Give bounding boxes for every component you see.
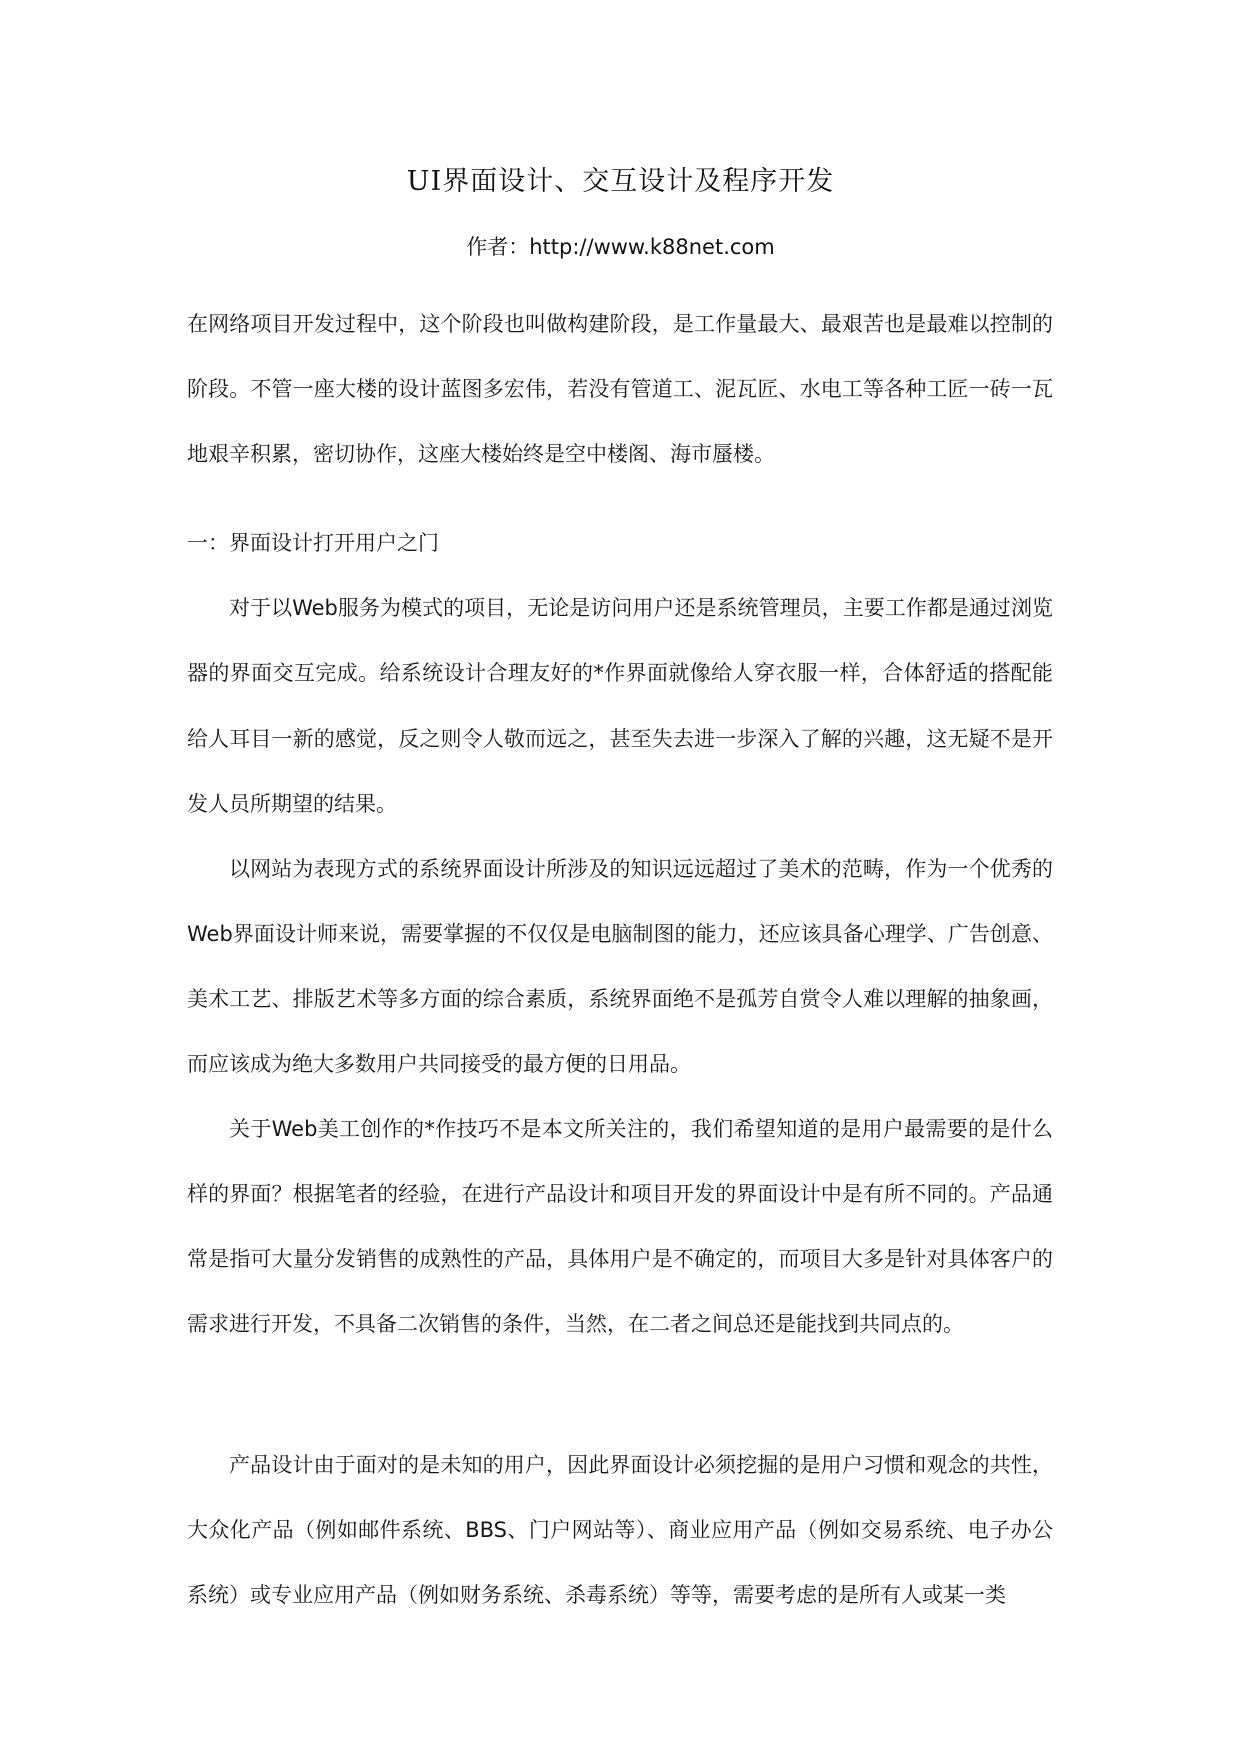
body-paragraph: 产品设计由于面对的是未知的用户，因此界面设计必须挖掘的是用户习惯和观念的共性，大众化产品（例如邮件系统、BBS、门户网站等）、商业应用产品（例如交易系统、电子办公系统）或专业应用产品（例如财务系统、杀毒系统）等等，需要考虑的是所有人或某一类 [187, 1452, 1053, 1607]
body-paragraph: 关于Web美工创作的*作技巧不是本文所关注的，我们希望知道的是用户最需要的是什么样的界面？根据笔者的经验，在进行产品设计和项目开发的界面设计中是有所不同的。产品通常是指可大量分发销售的成熟性的产品，具体用户是不确定的，而项目大多是针对具体客户的需求进行开发，不具备二次销售的条件，当然，在二者之间总还是能找到共同点的。 [187, 1117, 1053, 1337]
author-line: 作者：http://www.k88net.com [466, 235, 775, 259]
body-paragraph: 以网站为表现方式的系统界面设计所涉及的知识远远超过了美术的范畴，作为一个优秀的Web界面设计师来说，需要掌握的不仅仅是电脑制图的能力，还应该具备心理学、广告创意、美术工艺、排版艺术等多方面的综合素质，系统界面绝不是孤芳自赏令人难以理解的抽象画，而应该成为绝大多数用户共同接受的最方便的日用品。 [187, 856, 1053, 1077]
document-body [187, 292, 1053, 1628]
body-paragraph: 对于以Web服务为模式的项目，无论是访问用户还是系统管理员，主要工作都是通过浏览器的界面交互完成。给系统设计合理友好的*作界面就像给人穿衣服一样，合体舒适的搭配能给人耳目一新的感觉，反之则令人敬而远之，甚至失去进一步深入了解的兴趣，这无疑不是开发人员所期望的结果。 [187, 596, 1053, 816]
document-title: UI界面设计、交互设计及程序开发 [406, 166, 835, 197]
intro-paragraph: 在网络项目开发过程中，这个阶段也叫做构建阶段，是工作量最大、最艰苦也是最难以控制的阶段。不管一座大楼的设计蓝图多宏伟，若没有管道工、泥瓦匠、水电工等各种工匠一砖一瓦地艰辛积累，密切协作，这座大楼始终是空中楼阁、海市蜃楼。 [187, 312, 1053, 467]
spacer [187, 1358, 1053, 1433]
section-heading: 一：界面设计打开用户之门 [187, 531, 439, 556]
spacer [187, 487, 1053, 511]
